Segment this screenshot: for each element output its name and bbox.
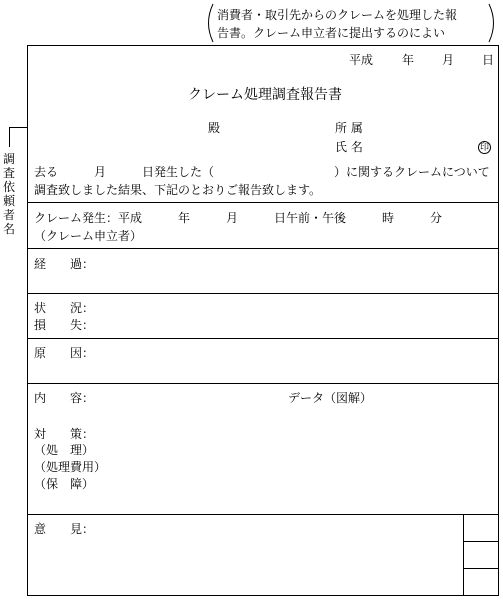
seal-mark: 印 bbox=[479, 143, 489, 153]
addressee-suffix: 殿 bbox=[208, 121, 221, 135]
opinion-label: 意 見： bbox=[34, 522, 95, 536]
handling-cost-label: （処理費用） bbox=[34, 460, 107, 474]
requester-name-label: 調 査 依 頼 者 名 bbox=[2, 152, 15, 236]
intro-line-2: 調査致しました結果、下記のとおりご報告致します。 bbox=[34, 183, 322, 197]
divider-6 bbox=[27, 514, 499, 515]
handling-label: （処 理） bbox=[34, 443, 95, 457]
affiliation-label: 所 属 bbox=[335, 121, 363, 135]
progress-label: 経 過： bbox=[34, 257, 95, 271]
right-paren bbox=[487, 3, 499, 43]
name-label: 氏 名 bbox=[335, 140, 363, 154]
left-paren bbox=[203, 3, 215, 43]
measures-label: 対 策： bbox=[34, 427, 95, 441]
divider-4 bbox=[27, 338, 499, 339]
claim-complainant: （クレーム申立者） bbox=[34, 229, 143, 243]
page-title: クレーム処理調査報告書 bbox=[188, 87, 342, 103]
loss-label: 損 失： bbox=[34, 318, 95, 332]
divider-1 bbox=[27, 202, 499, 203]
divider-5 bbox=[27, 383, 499, 384]
divider-2 bbox=[27, 248, 499, 249]
stamp-column bbox=[463, 514, 464, 596]
side-bracket-vertical bbox=[9, 127, 10, 147]
date-day: 日 bbox=[482, 53, 495, 67]
divider-3 bbox=[27, 293, 499, 294]
intro-line-1: 去る 月 日発生した（ ）に関するクレームについて bbox=[34, 165, 490, 179]
date-year: 年 bbox=[402, 53, 415, 67]
status-label: 状 況： bbox=[34, 301, 95, 315]
claim-occurrence: クレーム発生：平成 年 月 日午前・午後 時 分 bbox=[34, 211, 443, 225]
description-note bbox=[203, 3, 499, 43]
date-era: 平成 bbox=[349, 53, 374, 67]
cause-label: 原 因： bbox=[34, 346, 95, 360]
stamp-row-2 bbox=[463, 568, 499, 569]
date-month: 月 bbox=[442, 53, 455, 67]
side-bracket-horizontal bbox=[9, 127, 27, 128]
content-label: 内 容： bbox=[34, 391, 95, 405]
note-line-2: 告書。クレーム申立者に提出するのによい bbox=[217, 26, 446, 40]
stamp-row-1 bbox=[463, 541, 499, 542]
note-line-1: 消費者・取引先からのクレームを処理した報 bbox=[217, 8, 458, 22]
guarantee-label: （保 障） bbox=[34, 477, 95, 491]
data-diagram-label: データ（図解） bbox=[288, 391, 373, 405]
